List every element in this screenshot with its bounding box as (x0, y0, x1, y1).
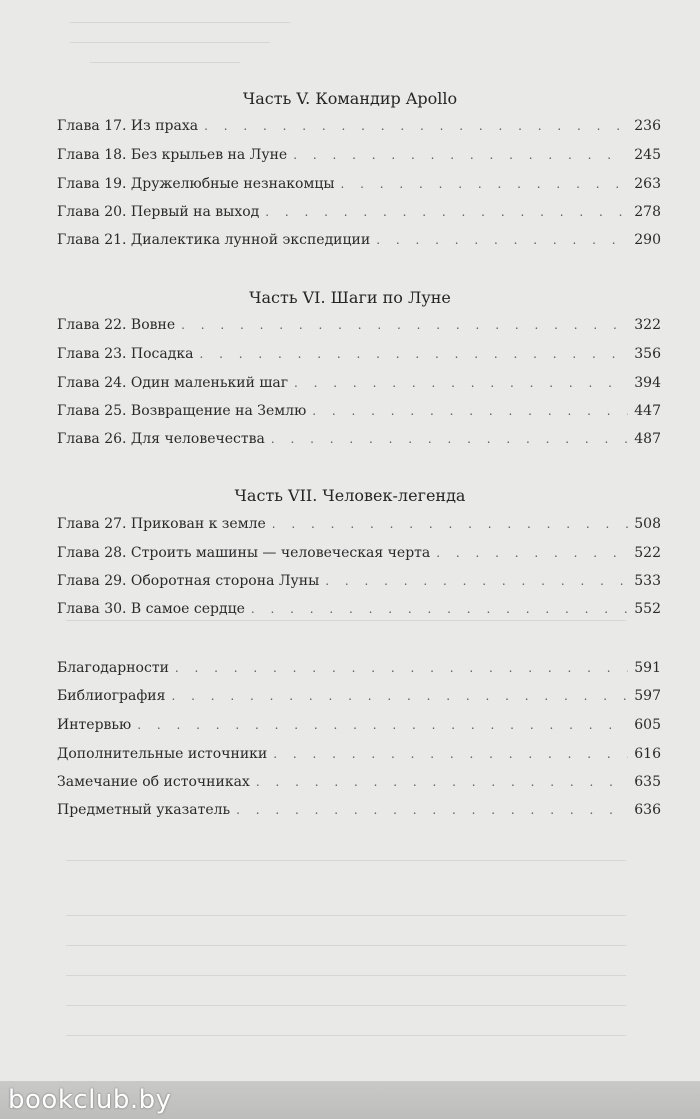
toc-entry-page: 616 (634, 746, 661, 762)
toc-entry[interactable] (57, 317, 661, 339)
leader-dots (175, 661, 628, 675)
toc-entry-label: Глава 21. Диалектика лунной экспедиции (57, 232, 371, 248)
leader-dots (236, 803, 628, 817)
toc-entry[interactable] (57, 147, 661, 169)
toc-entry-page: 394 (634, 375, 661, 391)
toc-entry[interactable] (57, 688, 661, 710)
toc-entry[interactable] (57, 717, 661, 739)
bleed-through-line (66, 1005, 626, 1006)
leader-dots (256, 775, 628, 789)
toc-entry[interactable] (57, 118, 661, 140)
toc-entry-label: Глава 17. Из праха (57, 118, 199, 134)
leader-dots (271, 432, 628, 446)
leader-dots (273, 747, 628, 761)
watermark-logo: bookclub.by (8, 1085, 172, 1115)
bleed-through-line (66, 1035, 626, 1036)
toc-entry-page: 245 (634, 147, 661, 163)
toc-entry[interactable] (57, 601, 661, 623)
leader-dots (265, 205, 628, 219)
toc-entry-page: 635 (634, 774, 661, 790)
bleed-through-line (90, 62, 240, 63)
toc-entry-page: 533 (634, 573, 661, 589)
toc-entry[interactable] (57, 176, 661, 198)
leader-dots (436, 546, 628, 560)
part-title: Часть VII. Человек-легенда (234, 486, 466, 505)
toc-entry-page: 278 (634, 204, 661, 220)
part-title: Часть V. Командир Apollo (242, 89, 458, 108)
toc-entry-label: Глава 19. Дружелюбные незнакомцы (57, 176, 335, 192)
leader-dots (199, 347, 628, 361)
leader-dots (293, 148, 628, 162)
part-title: Часть VI. Шаги по Луне (249, 288, 451, 307)
leader-dots (204, 119, 628, 133)
toc-entry-page: 290 (634, 232, 661, 248)
toc-entry-page: 636 (634, 802, 661, 818)
bleed-through-line (66, 975, 626, 976)
leader-dots (312, 404, 628, 418)
toc-entry[interactable] (57, 346, 661, 368)
toc-entry[interactable] (57, 375, 661, 397)
toc-entry[interactable] (57, 746, 661, 768)
toc-entry-label: Глава 24. Один маленький шаг (57, 375, 289, 391)
toc-entry-page: 322 (634, 317, 661, 333)
bleed-through-line (70, 42, 270, 43)
toc-entry[interactable] (57, 204, 661, 226)
toc-entry[interactable] (57, 573, 661, 595)
leader-dots (341, 177, 629, 191)
bleed-through-line (66, 945, 626, 946)
toc-entry-page: 236 (634, 118, 661, 134)
toc-entry-label: Глава 23. Посадка (57, 346, 194, 362)
bleed-through-line (66, 915, 626, 916)
toc-entry-page: 552 (634, 601, 661, 617)
toc-entry-page: 487 (634, 431, 661, 447)
toc-entry-label: Замечание об источниках (57, 774, 250, 790)
toc-entry-label: Предметный указатель (57, 802, 231, 818)
watermark-bar (0, 1081, 700, 1119)
leader-dots (325, 574, 628, 588)
toc-entry[interactable] (57, 545, 661, 567)
toc-entry-label: Глава 20. Первый на выход (57, 204, 260, 220)
toc-entry[interactable] (57, 774, 661, 796)
leader-dots (376, 233, 628, 247)
toc-entry[interactable] (57, 660, 661, 682)
leader-dots (171, 689, 628, 703)
toc-entry-page: 263 (634, 176, 661, 192)
leader-dots (137, 718, 628, 732)
toc-entry[interactable] (57, 516, 661, 538)
toc-entry-label: Глава 26. Для человечества (57, 431, 265, 447)
toc-entry-label: Библиография (57, 688, 166, 704)
toc-entry-label: Благодарности (57, 660, 169, 676)
toc-entry[interactable] (57, 802, 661, 824)
bleed-through-line (66, 860, 626, 861)
toc-entry-label: Дополнительные источники (57, 746, 268, 762)
toc-entry-label: Интервью (57, 717, 132, 733)
leader-dots (181, 318, 628, 332)
toc-entry[interactable] (57, 431, 661, 453)
toc-entry-label: Глава 30. В самое сердце (57, 601, 245, 617)
toc-entry-label: Глава 18. Без крыльев на Луне (57, 147, 288, 163)
toc-entry-page: 356 (634, 346, 661, 362)
leader-dots (251, 602, 628, 616)
toc-entry-page: 591 (634, 660, 661, 676)
toc-entry[interactable] (57, 232, 661, 254)
toc-entry-label: Глава 22. Вовне (57, 317, 176, 333)
toc-entry-label: Глава 25. Возвращение на Землю (57, 403, 307, 419)
toc-entry-page: 508 (634, 516, 661, 532)
toc-entry-page: 605 (634, 717, 661, 733)
toc-entry[interactable] (57, 403, 661, 425)
toc-entry-page: 447 (634, 403, 661, 419)
leader-dots (272, 517, 628, 531)
toc-entry-page: 597 (634, 688, 661, 704)
toc-entry-label: Глава 28. Строить машины — человеческая черта (57, 545, 431, 561)
toc-entry-label: Глава 29. Оборотная сторона Луны (57, 573, 320, 589)
bleed-through-line (70, 22, 290, 23)
leader-dots (294, 376, 628, 390)
toc-entry-label: Глава 27. Прикован к земле (57, 516, 266, 532)
toc-entry-page: 522 (634, 545, 661, 561)
